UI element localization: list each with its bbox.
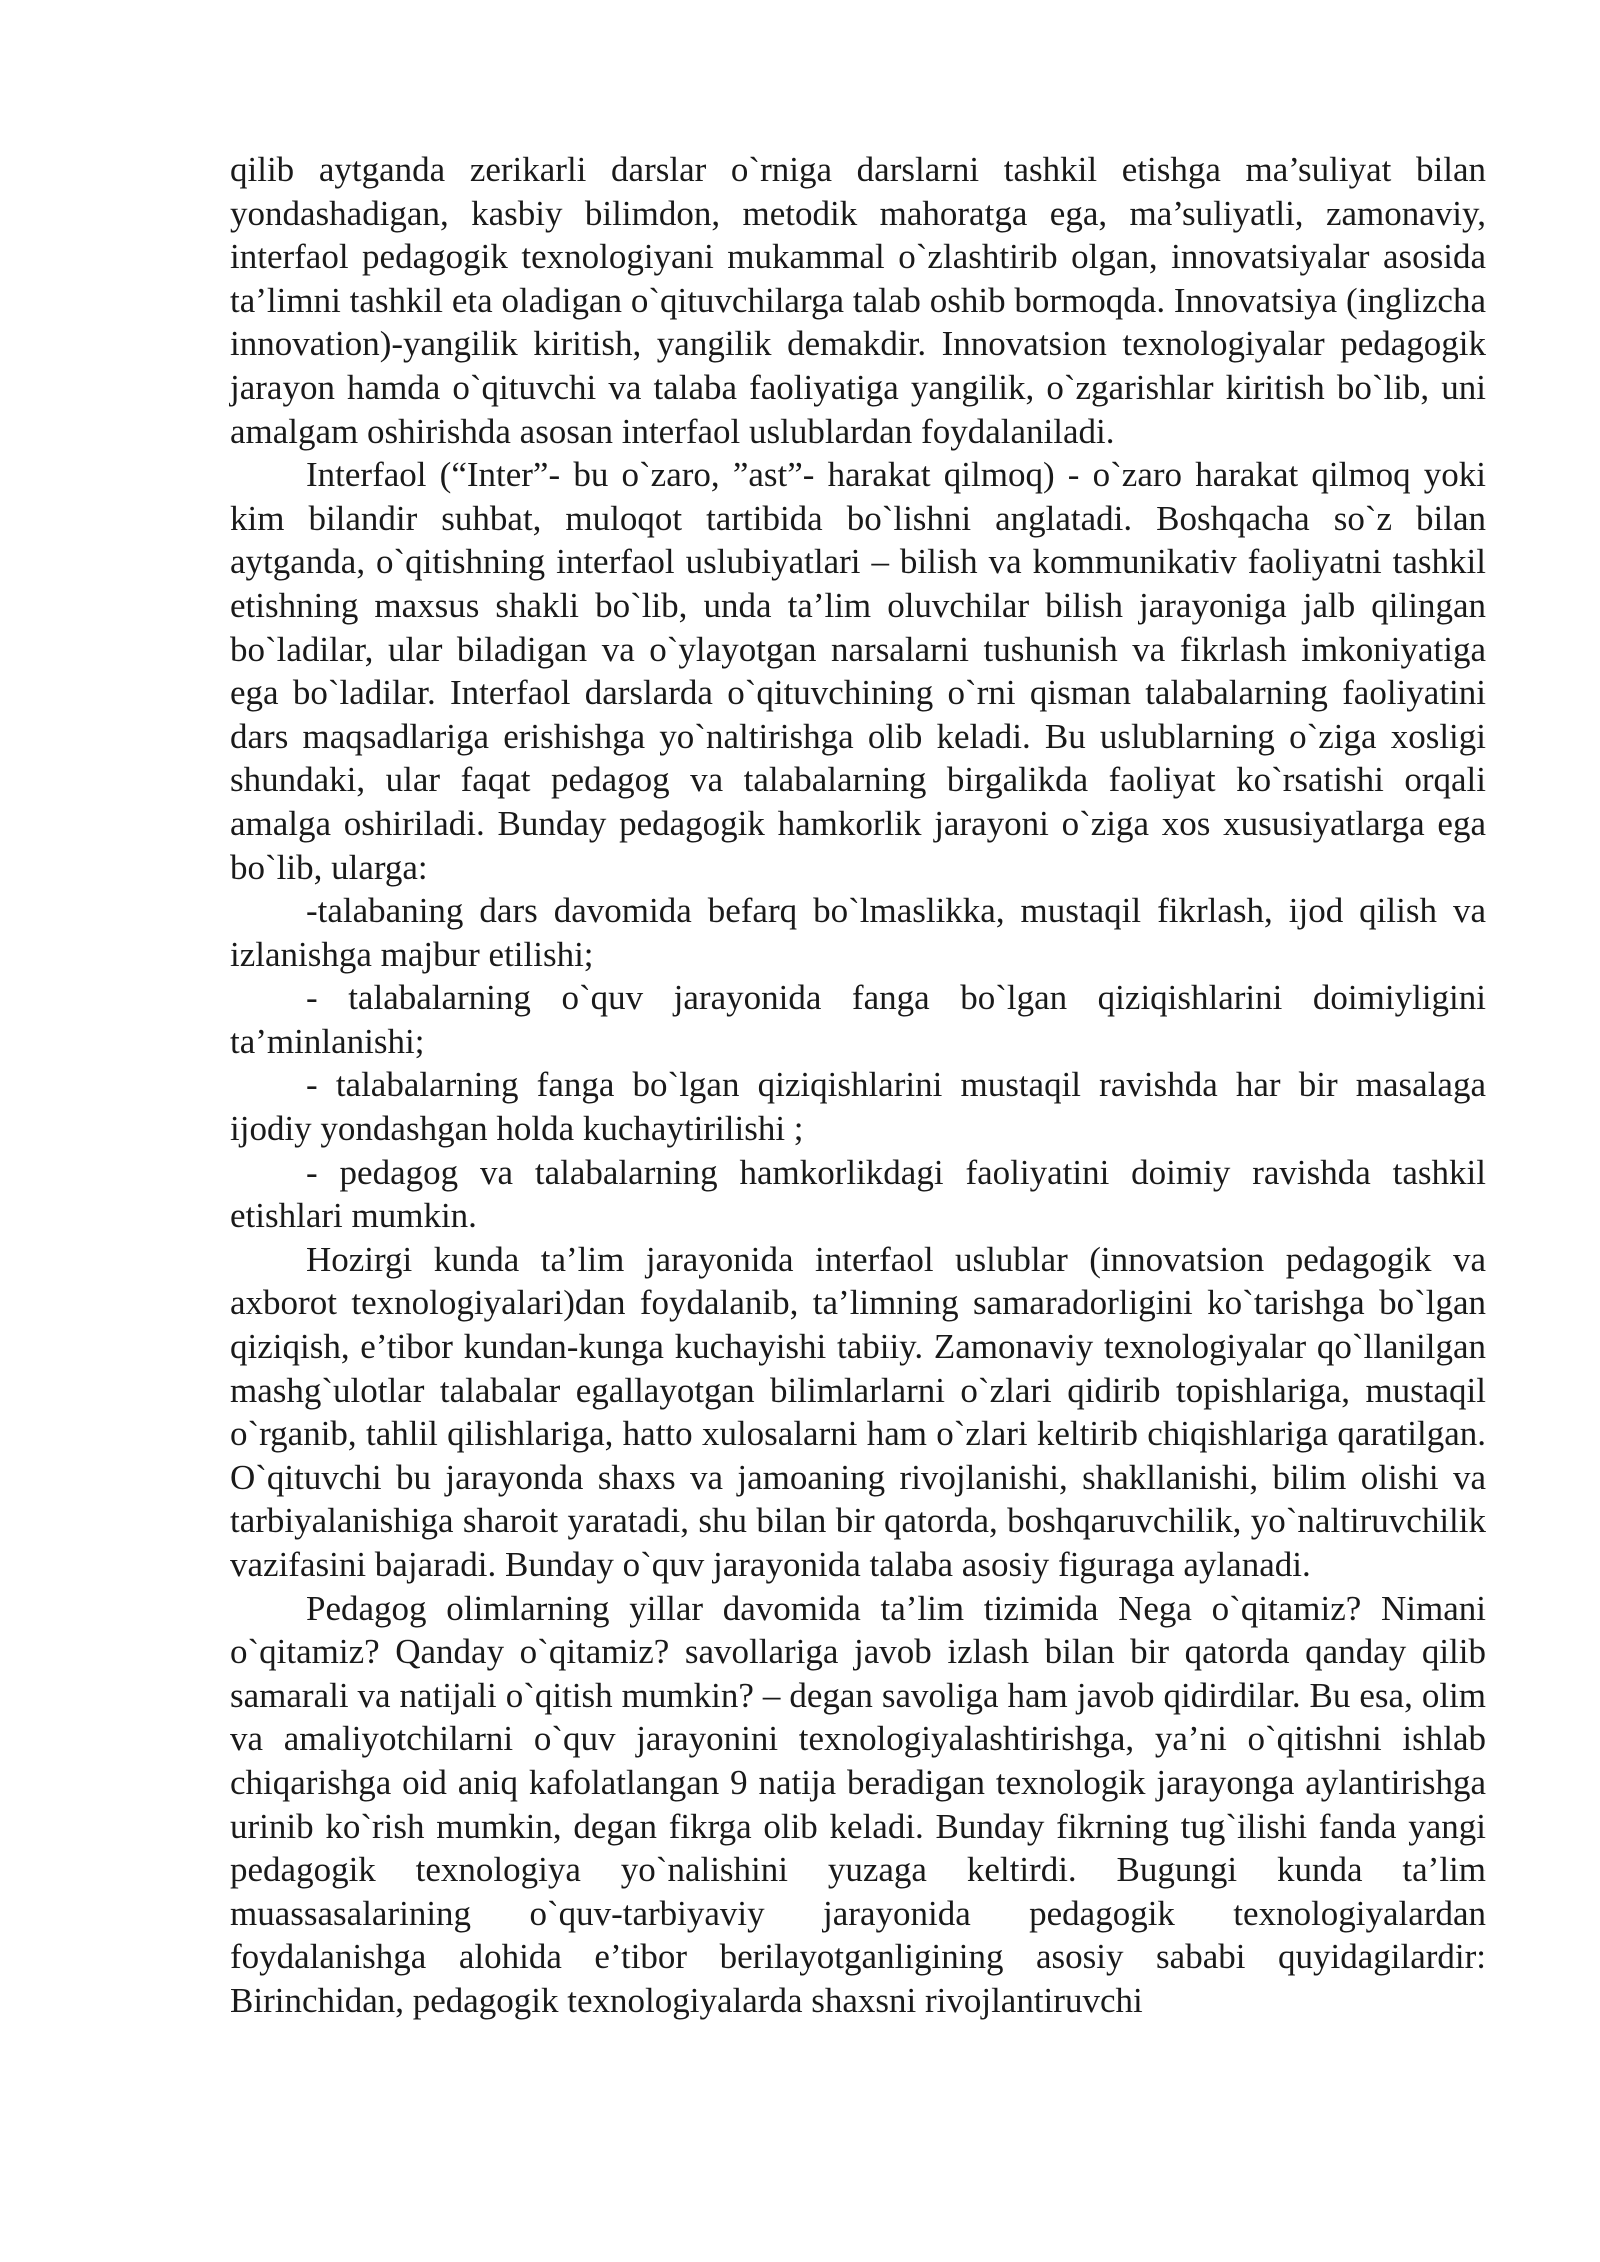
list-item-2: - talabalarning o`quv jarayonida fanga bo`lgan qiziqishlarini doimiyligini ta’minlanishi;: [230, 978, 1486, 1061]
paragraph-2: Interfaol (“Inter”- bu o`zaro, ”ast”- harakat qilmoq) - o`zaro harakat qilmoq yoki kim bilandir suhbat, muloqot tartibida bo`lishni anglatadi. Boshqacha so`z bilan aytganda, o`qitishning interfaol uslubiyatlari – bilish va kommunikativ faoliyatni tashkil etishning maxsus shakli bo`lib, unda ta’lim oluvchilar bilish jarayoniga jalb qilingan bo`ladilar, ular biladigan va o`ylayotgan narsalarni tushunish va fikrlash imkoniyatiga ega bo`ladilar. Interfaol darslarda o`qituvchining o`rni qisman talabalarning faoliyatini dars maqsadlariga erishishga yo`naltirishga olib keladi. Bu uslublarning o`ziga xosligi shundaki, ular faqat pedagog va talabalarning birgalikda faoliyat ko`rsatishi orqali amalga oshiriladi. Bunday pedagogik hamkorlik jarayoni o`ziga xos xususiyatlarga ega bo`lib, ularga:: [230, 455, 1486, 887]
paragraph-4: Pedagog olimlarning yillar davomida ta’lim tizimida Nega o`qitamiz? Nimani o`qitamiz? Qanday o`qitamiz? savollariga javob izlash bilan bir qatorda qanday qilib samarali va natijali o`qitish mumkin? – degan savoliga ham javob qidirdilar. Bu esa, olim va amaliyotchilarni o`quv jarayonini texnologiyalashtirishga, ya’ni o`qitishni ishlab chiqarishga oid aniq kafolatlangan 9 natija beradigan texnologik jarayonga aylantirishga urinib ko`rish mumkin, degan fikrga olib keladi. Bunday fikrning tug`ilishi fanda yangi pedagogik texnologiya yo`nalishini yuzaga keltirdi. Bugungi kunda ta’lim muassasalarining o`quv-tarbiyaviy jarayonida pedagogik texnologiyalardan foydalanishga alohida e’tibor berilayotganligining asosiy sababi quyidagilardir: Birinchidan, pedagogik texnologiyalarda shaxsni rivojlantiruvchi: [230, 1588, 1486, 2020]
paragraph-1: qilib aytganda zerikarli darslar o`rniga darslarni tashkil etishga ma’suliyat bilan yondashadigan, kasbiy bilimdon, metodik mahoratga ega, ma’suliyatli, zamonaviy, interfaol pedagogik texnologiyani mukammal o`zlashtirib olgan, innovatsiyalar asosida ta’limni tashkil eta oladigan o`qituvchilarga talab oshib bormoqda. Innovatsiya (inglizcha innovation)-yangilik kiritish, yangilik demakdir. Innovatsion texnologiyalar pedagogik jarayon hamda o`qituvchi va talaba faoliyatiga yangilik, o`zgarishlar kiritish bo`lib, uni amalgam oshirishda asosan interfaol uslublardan foydalaniladi.: [230, 150, 1486, 451]
list-item-4: - pedagog va talabalarning hamkorlikdagi faoliyatini doimiy ravishda tashkil etishlari mumkin.: [230, 1152, 1486, 1236]
document-page: [230, 148, 1486, 2023]
list-item-1: -talabaning dars davomida befarq bo`lmaslikka, mustaqil fikrlash, ijod qilish va izlanishga majbur etilishi;: [230, 891, 1486, 974]
list-item-3: - talabalarning fanga bo`lgan qiziqishlarini mustaqil ravishda har bir masalaga ijodiy yondashgan holda kuchaytirilishi ;: [230, 1065, 1486, 1149]
paragraph-3: Hozirgi kunda ta’lim jarayonida interfaol uslublar (innovatsion pedagogik va axborot texnologiyalari)dan foydalanib, ta’limning samaradorligini ko`tarishga bo`lgan qiziqish, e’tibor kundan-kunga kuchayishi tabiiy. Zamonaviy texnologiyalar qo`llanilgan mashg`ulotlar talabalar egallayotgan bilimlarlarni o`zlari qidirib topishlariga, mustaqil o`rganib, tahlil qilishlariga, hatto xulosalarni ham o`zlari keltirib chiqishlariga qaratilgan. O`qituvchi bu jarayonda shaxs va jamoaning rivojlanishi, shakllanishi, bilim olishi va tarbiyalanishiga sharoit yaratadi, shu bilan bir qatorda, boshqaruvchilik, yo`naltiruvchilik vazifasini bajaradi. Bunday o`quv jarayonida talaba asosiy figuraga aylanadi.: [230, 1239, 1486, 1584]
